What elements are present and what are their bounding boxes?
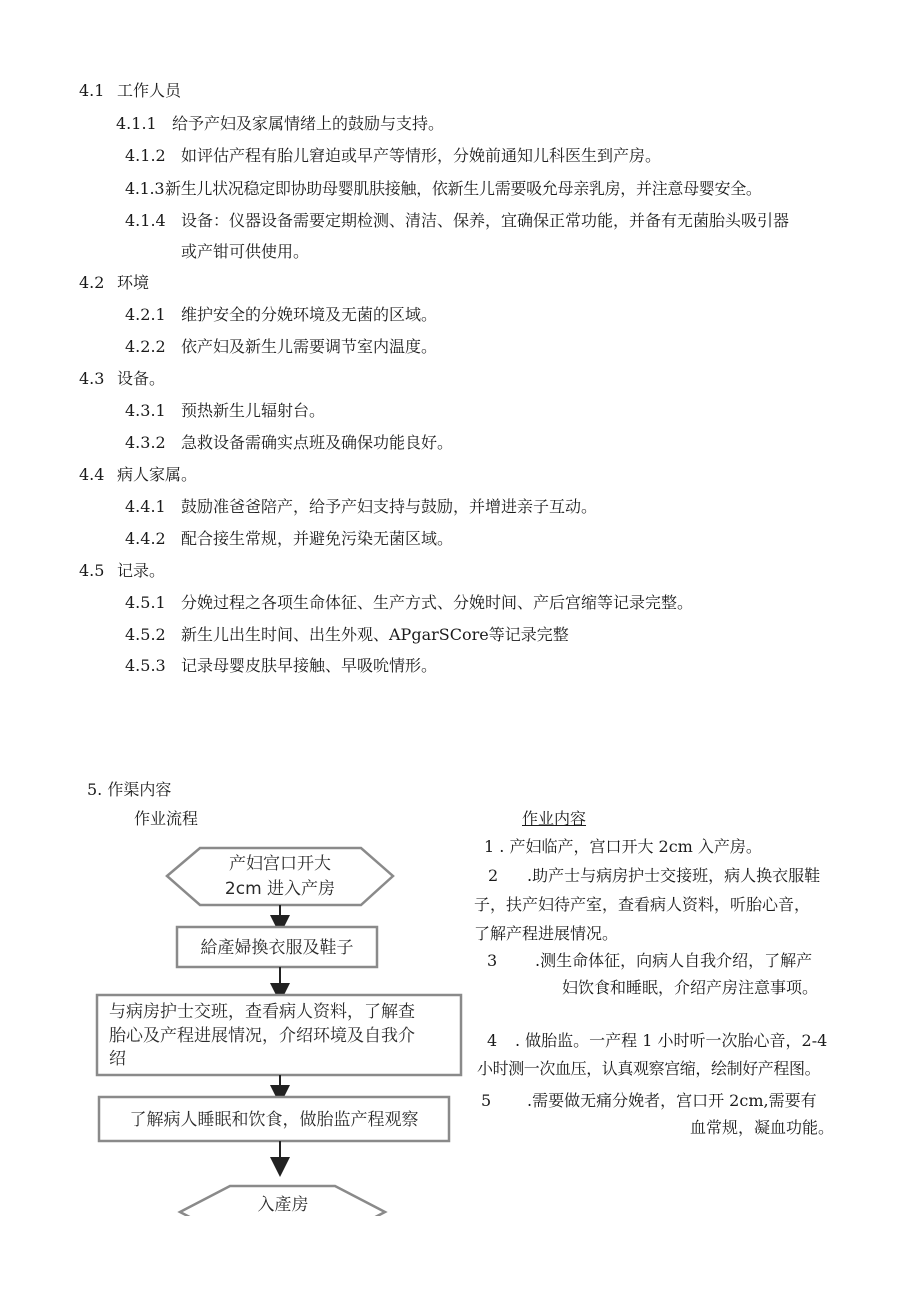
item-4-2-2: 4.2.2 依产妇及新生儿需要调节室内温度。 [125, 337, 438, 356]
flowchart-crop-mask [170, 1216, 470, 1256]
step2-text-line3: 绍 [109, 1049, 126, 1069]
section-5-title: 5. 作渠内容 [87, 780, 172, 799]
end-text: 入產房 [257, 1195, 309, 1215]
content-item-5-num: 5 [481, 1091, 492, 1110]
item-4-4-2: 4.4.2 配合接生常规，并避免污染无菌区域。 [125, 529, 454, 548]
item-4-2-1: 4.2.1 维护安全的分娩环境及无菌的区域。 [125, 305, 438, 324]
content-item-2-line2: 子，扶产妇待产室，查看病人资料，听胎心音， [474, 895, 811, 914]
content-item-2-line1: .助产士与病房护士交接班，病人换衣服鞋 [527, 866, 821, 885]
section-4-3-heading: 4.3 设备。 [79, 369, 166, 388]
item-4-5-3: 4.5.3 记录母婴皮肤早接触、早吸吮情形。 [125, 656, 438, 675]
item-4-1-4: 4.1.4 设备：仪器设备需要定期检测、清洁、保养，宜确保正常功能，并备有无菌胎头吸引器 [125, 211, 790, 230]
item-4-5-1: 4.5.1 分娩过程之各项生命体征、生产方式、分娩时间、产后宫缩等记录完整。 [125, 593, 694, 612]
step2-text-line1: 与病房护士交班，查看病人资料，了解查 [109, 1002, 415, 1022]
flow-step-1 [177, 927, 377, 967]
flow-start-node [167, 848, 393, 905]
section-4-1-heading: 4.1 工作人员 [79, 81, 182, 100]
item-4-1-4-cont: 或产钳可供使用。 [181, 242, 310, 261]
start-text-line1: 产妇宫口开大 [229, 854, 331, 874]
flow-step-2 [97, 995, 461, 1075]
item-4-4-1: 4.4.1 鼓励准爸爸陪产，给予产妇支持与鼓励，并增进亲子互动。 [125, 497, 598, 516]
item-4-3-2: 4.3.2 急救设备需确实点班及确保功能良好。 [125, 433, 454, 452]
step2-text-line2: 胎心及产程进展情况，介绍环境及自我介 [109, 1026, 415, 1046]
content-item-2-num: 2 [488, 866, 499, 885]
flow-step-3 [99, 1097, 449, 1141]
flow-heading: 作业流程 [134, 809, 199, 828]
content-item-3-num: 3 [487, 951, 498, 970]
item-4-1-3: 4.1.3新生儿状况稳定即协助母婴肌肤接触，依新生儿需要吸允母亲乳房，并注意母婴安全。 [125, 179, 762, 198]
step3-text: 了解病人睡眠和饮食，做胎监产程观察 [129, 1110, 419, 1130]
content-item-4-line1: . 做胎监。一产程 1 小时听一次胎心音，2-4 [515, 1031, 828, 1050]
content-item-3-line1: .测生命体征，向病人自我介绍，了解产 [535, 951, 813, 970]
content-heading: 作业内容 [522, 809, 587, 828]
section-4-2-heading: 4.2 环境 [79, 273, 150, 292]
section-4-5-heading: 4.5 记录。 [79, 561, 166, 580]
item-4-5-2: 4.5.2 新生儿出生时间、出生外观、APgarSCore等记录完整 [125, 625, 569, 644]
start-text-line2: 2cm 进入产房 [224, 879, 336, 899]
content-item-4-line2: 小时测一次血压，认真观察宫缩，绘制好产程图。 [477, 1059, 821, 1078]
content-item-5-line1: .需要做无痛分娩者，宫口开 2cm,需要有 [527, 1091, 817, 1110]
section-4-4-heading: 4.4 病人家属。 [79, 465, 198, 484]
content-item-1: 1 . 产妇临产，宫口开大 2cm 入产房。 [484, 837, 762, 856]
content-item-4-num: 4 [487, 1031, 498, 1050]
item-4-3-1: 4.3.1 预热新生儿辐射台。 [125, 401, 326, 420]
step1-text: 給產婦換衣服及鞋子 [200, 938, 354, 958]
content-item-5-line2: 血常规，凝血功能。 [690, 1118, 835, 1137]
content-item-2-line3: 了解产程进展情况。 [474, 924, 619, 943]
item-4-1-2: 4.1.2 如评估产程有胎儿窘迫或早产等情形，分娩前通知儿科医生到产房。 [125, 146, 662, 165]
item-4-1-1: 4.1.1 给予产妇及家属情绪上的鼓励与支持。 [116, 114, 445, 133]
content-item-3-line2: 妇饮食和睡眠，介绍产房注意事项。 [562, 978, 819, 997]
